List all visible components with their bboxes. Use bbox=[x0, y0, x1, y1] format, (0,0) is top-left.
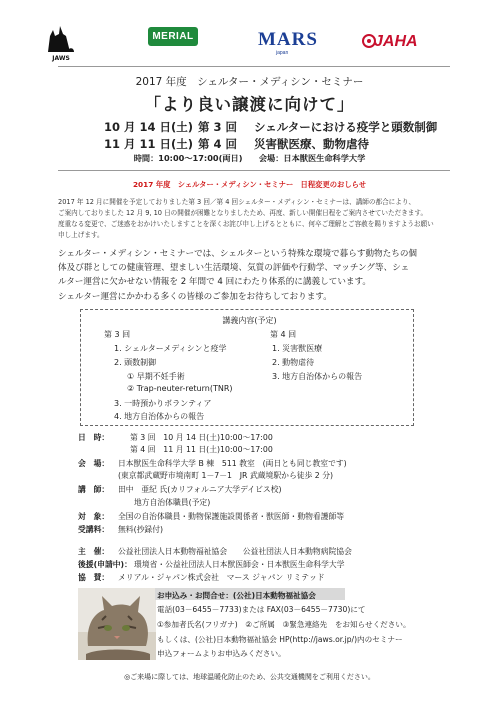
date-value: 第 4 回 11 月 11 日(土)10:00～17:00 bbox=[130, 445, 273, 454]
date-label: 日 時： bbox=[78, 433, 110, 442]
svg-text:JAWS: JAWS bbox=[52, 55, 70, 62]
session-4-round: 第 4 回 bbox=[198, 137, 238, 151]
program-col3-item: 2. 頭数制御 bbox=[114, 358, 157, 367]
lecturer-value: 地方自治体職員(予定) bbox=[134, 498, 211, 507]
venue-label: 会 場： bbox=[78, 459, 110, 468]
contact-line: ①参加者氏名(フリガナ) ②ご所属 ③緊急連絡先 をお知らせください。 bbox=[157, 620, 411, 629]
lecturer-label: 講 師： bbox=[78, 485, 110, 494]
session-3-topic: シェルターにおける疫学と頭数制御 bbox=[254, 120, 438, 134]
lecturer-value: 田中 亜紀 氏(カリフォルニア大学デイビス校) bbox=[118, 485, 282, 494]
intro-line: ルター運営に欠かせない情報を 2 年間で 4 回にわたり体系的に講義しています。 bbox=[58, 277, 372, 287]
program-title: 講義内容(予定) bbox=[222, 316, 277, 325]
session-3-round: 第 3 回 bbox=[198, 120, 238, 134]
venue-value: 日本獣医生命科学大学 B 棟 511 教室 (両日とも同じ教室です) bbox=[118, 459, 347, 468]
notice-line: 申し上げます。 bbox=[58, 231, 104, 239]
notice-line: 度重なる変更で、ご迷惑をおかけいたしますことを深くお詫び申し上げるとともに、何卒ご理解とご容赦を賜りますようお願い bbox=[58, 220, 434, 228]
target-label: 対 象： bbox=[78, 512, 110, 521]
program-col4-item: 1. 災害獣医療 bbox=[272, 344, 323, 353]
mars-logo: MARS bbox=[258, 29, 318, 50]
program-col3-item: 4. 地方自治体からの報告 bbox=[114, 412, 205, 421]
target-value: 全国の自治体職員・動物保護施設関係者・獣医師・動物看護師等 bbox=[118, 512, 345, 521]
session-4-topic: 災害獣医療、動物虐待 bbox=[254, 137, 369, 151]
program-col3-item: ① 早期不妊手術 bbox=[127, 372, 185, 381]
date-value: 第 3 回 10 月 14 日(土)10:00～17:00 bbox=[130, 433, 273, 442]
header-divider bbox=[58, 66, 450, 67]
coop-value: メリアル・ジャパン株式会社 マース ジャパン リミテッド bbox=[118, 573, 325, 582]
intro-line: シェルター運営にかかわる多くの皆様のご参加をお待ちしております。 bbox=[58, 292, 332, 302]
contact-line: 申込フォームよりお申込みください。 bbox=[157, 649, 286, 658]
event-title: 「より良い譲渡に向けて」 bbox=[144, 95, 355, 114]
notice-title: 2017 年度 シェルター・メディシン・セミナー 日程変更のおしらせ bbox=[132, 180, 367, 189]
jaws-logo bbox=[40, 22, 82, 64]
notice-line: ご案内しておりました 12 月 9, 10 日の開催が困難となりましたため、再度、新しい開催日程をご案内させていただきます。 bbox=[58, 209, 428, 217]
program-col4-item: 2. 動物虐待 bbox=[272, 358, 315, 367]
section-divider bbox=[58, 170, 450, 171]
program-col3-item: ② Trap-neuter-return(TNR) bbox=[127, 384, 233, 393]
support-label: 後援(申請中)： bbox=[78, 560, 132, 569]
event-series: 2017 年度 シェルター・メディシン・セミナー bbox=[135, 76, 364, 88]
program-col4-head: 第 4 回 bbox=[270, 330, 297, 339]
program-col3-item: 3. 一時預かりボランティア bbox=[114, 399, 212, 408]
program-col3-head: 第 3 回 bbox=[104, 330, 131, 339]
jaha-logo: JAHA bbox=[374, 33, 418, 50]
venue-value: (東京都武蔵野市境南町 1－7－1 JR 武蔵境駅から徒歩 2 分) bbox=[118, 471, 334, 480]
host-value: 公益社団法人日本動物福祉協会 公益社団法人日本動物病院協会 bbox=[118, 547, 352, 556]
contact-head: お申込み・お問合せ：(公社)日本動物福祉協会 bbox=[157, 591, 316, 600]
notice-line: 2017 年 12 月に開催を予定しておりました第 3 回／第 4 回シェルター・メディシン・セミナーは、講師の都合により、 bbox=[58, 198, 416, 206]
contact-line: 電話(03－6455－7733)または FAX(03－6455－7730)にて bbox=[157, 605, 366, 614]
mars-logo-sub: japan bbox=[276, 50, 289, 56]
intro-line: シェルター・メディシン・セミナーでは、シェルターという特殊な環境で暮らす動物たちの個 bbox=[58, 249, 418, 259]
support-value: 環境省・公益社団法人日本獣医師会・日本獣医生命科学大学 bbox=[134, 560, 345, 569]
intro-line: 体及び群としての健康管理、望ましい生活環境、気質の評価や行動学、マッチング等、シェ bbox=[58, 263, 410, 273]
contact-line: もしくは、(公社)日本動物福祉協会 HP(http://jaws.or.jp/)内のセミナー bbox=[157, 635, 403, 644]
session-4-date: 11 月 11 日(土) bbox=[104, 137, 194, 151]
session-3-date: 10 月 14 日(土) bbox=[104, 120, 194, 134]
time-venue: 時間：10:00～17:00(両日) 会場：日本獣医生命科学大学 bbox=[133, 153, 366, 163]
fee-label: 受講料： bbox=[78, 525, 110, 534]
merial-logo: MERIAL bbox=[148, 27, 198, 46]
host-label: 主 催： bbox=[78, 547, 110, 556]
program-col4-item: 3. 地方自治体からの報告 bbox=[272, 372, 363, 381]
cat-photo bbox=[78, 588, 156, 660]
coop-label: 協 賛： bbox=[78, 573, 110, 582]
program-col3-item: 1. シェルターメディシンと疫学 bbox=[114, 344, 227, 353]
footer-note: ◎ご来場に際しては、地球温暖化防止のため、公共交通機関をご利用ください。 bbox=[124, 673, 375, 681]
fee-value: 無料(抄録付) bbox=[118, 525, 164, 534]
